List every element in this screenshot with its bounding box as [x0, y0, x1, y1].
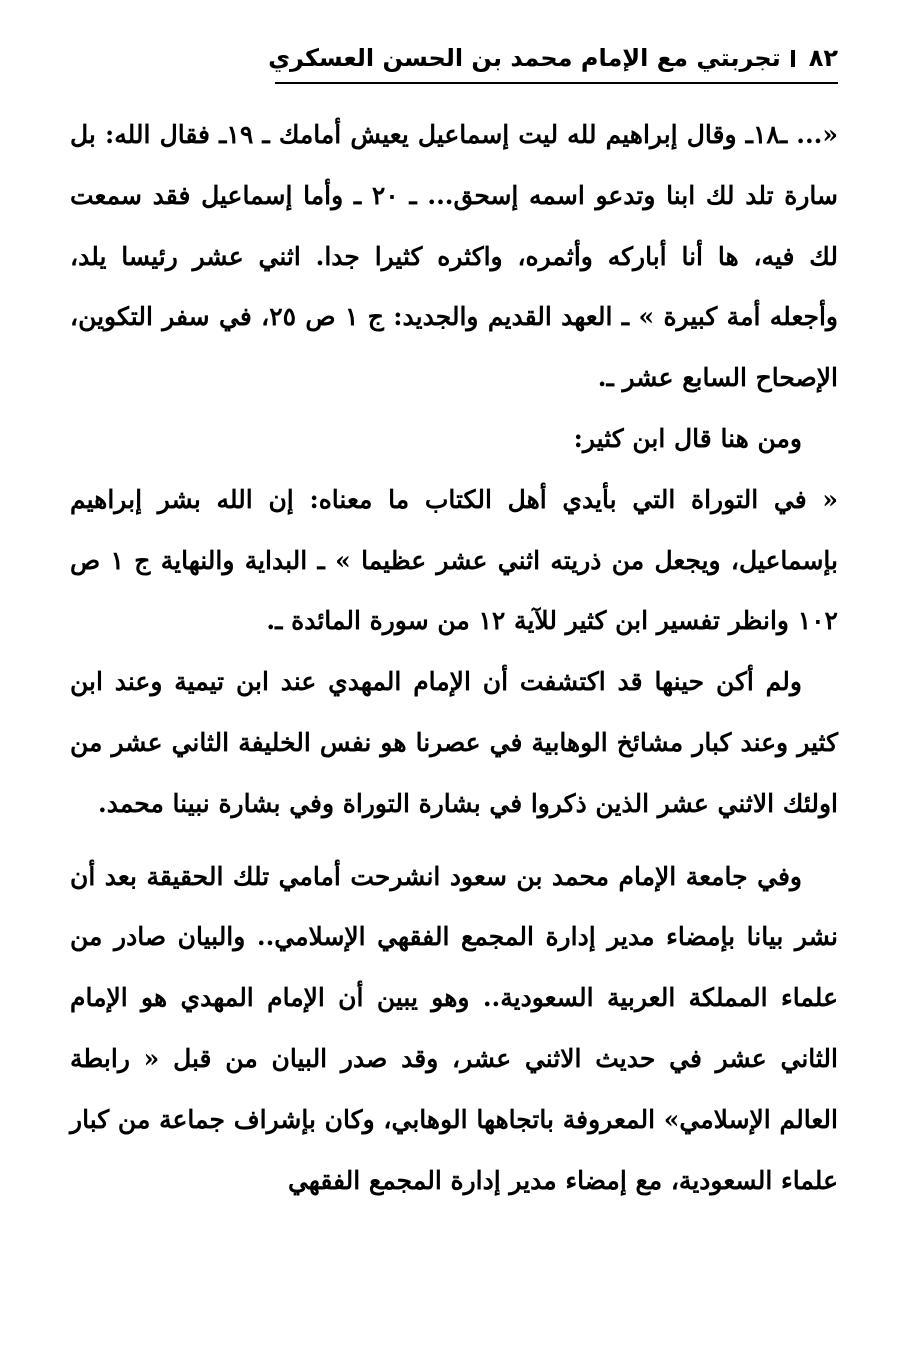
running-header — [268, 34, 838, 84]
body-paragraph: وفي جامعة الإمام محمد بن سعود انشرحت أمامي تلك الحقيقة بعد أن نشر بيانا بإمضاء مدير إدارة المجمع الفقهي الإسلامي.. والبيان صادر من علماء المملكة العربية السعودية.. وهو يبين أن الإمام المهدي هو الإمام الثاني عشر في حديث الاثني عشر، وقد صدر البيان من قبل « رابطة العالم الإسلامي» المعروفة باتجاهها الوهابي، وكان بإشراف جماعة من كبار علماء السعودية، مع إمضاء مدير إدارة المجمع الفقهي — [70, 861, 838, 1195]
quote-paragraph: « في التوراة التي بأيدي أهل الكتاب ما معناه: إن الله بشر إبراهيم بإسماعيل، ويجعل من ذريته اثني عشر عظيما » ـ البداية والنهاية ج ١ ص ١٠٢ وانظر تفسير ابن كثير للآية ١٢ من سورة المائدة ـ. — [70, 484, 838, 636]
quote-paragraph: «... ـ١٨ـ وقال إبراهيم لله ليت إسماعيل يعيش أمامك ـ ١٩ـ فقال الله: بل سارة تلد لك ابنا وتدعو اسمه إسحق... ـ ٢٠ ـ وأما إسماعيل فقد سمعت لك فيه، ها أنا أباركه وأثمره، واكثره كثيرا جدا. اثني عشر رئيسا يلد، وأجعله أمة كبيرة » ـ العهد القديم والجديد: ج ١ ص ٢٥، في سفر التكوين، الإصحاح السابع عشر ـ. — [70, 120, 838, 393]
intro-line: ومن هنا قال ابن كثير: — [573, 423, 802, 453]
square-ornament-icon — [791, 50, 795, 67]
book-title: تجربتي مع الإمام محمد بن الحسن العسكري — [268, 44, 781, 72]
body-text — [70, 105, 838, 1211]
page-number: ٨٢ — [808, 44, 838, 72]
body-paragraph: ولم أكن حينها قد اكتشفت أن الإمام المهدي عند ابن تيمية وعند ابن كثير وعند كبار مشائخ الوهابية في عصرنا هو نفس الخليفة الثاني عشر من اولئك الاثني عشر الذين ذكروا في بشارة التوراة وفي بشارة نبينا محمد. — [70, 667, 838, 818]
